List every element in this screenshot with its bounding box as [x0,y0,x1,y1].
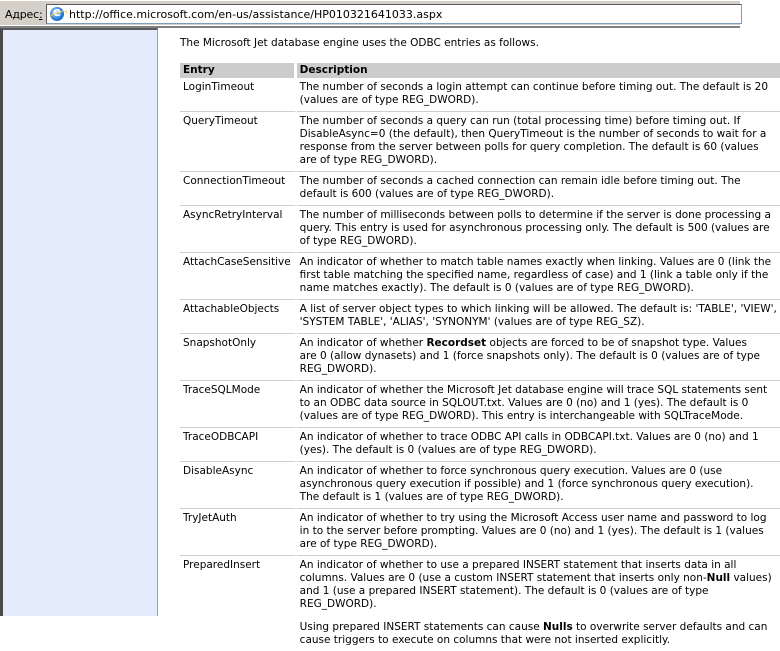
text-run: Using prepared INSERT statements can cause [299,621,543,633]
bold-term: Null [706,572,731,584]
entry-cell: LoginTimeout [180,78,297,112]
text-run: values) [730,572,772,584]
table-row [180,428,780,462]
description-line [300,572,777,585]
text-run: and 1 (use a prepared INSERT statement). The default is 0 (values are of type [299,585,709,597]
text-run: are of type REG_DWORD). [299,154,438,166]
address-label: Адрес: [5,8,43,21]
description-line [300,512,777,525]
text-run: REG_DWORD). [299,363,377,375]
table-header-row [180,63,780,78]
description-cell [297,381,780,428]
text-run: to an ODBC data source in SQLOUT.txt. Values are 0 (no) and 1 (yes). The default is 0 [299,397,749,409]
text-run: are of type REG_DWORD). [299,538,438,550]
description-line [300,94,777,107]
address-url[interactable]: http://office.microsoft.com/en-us/assistance/HP010321641033.aspx [69,8,443,21]
text-run: The number of milliseconds between polls to determine if the server is done processing a [299,209,771,221]
text-run: asynchronous query execution if possible) and 1 (force synchronous query execution). [299,478,754,490]
description-cell [297,300,780,334]
entry-cell: SnapshotOnly [180,334,297,381]
text-run: DisableAsync=0 (the default), then QueryTimeout is the number of seconds to wait for a [299,128,767,140]
header-entry: Entry [180,63,297,78]
text-run: are 0 (allow dynasets) and 1 (force snapshots only). The default is 0 (values are of type [299,350,761,362]
description-line [300,444,777,457]
header-description: Description [297,63,780,78]
table-row [180,112,780,172]
browser-viewport [0,28,777,646]
table-row [180,172,780,206]
text-run: The number of seconds a login attempt can continue before timing out. The default is 20 [299,81,768,93]
description-note [300,621,777,634]
text-run: The default is 1 (values are of type REG_DWORD). [299,491,564,503]
text-run: (values are of type REG_DWORD). This entry is interchangeable with SQLTraceMode. [299,410,744,422]
description-cell [297,206,780,253]
text-run: query. This entry is used for asynchronous processing only. The default is 500 (values are [299,222,770,234]
table-row [180,509,780,556]
text-run: to overwrite server defaults and can [572,621,768,633]
text-run: An indicator of whether to force synchronous query execution. Values are 0 (use [299,465,723,477]
table-row [180,556,780,651]
article-content [159,28,777,646]
intro-text: The Microsoft Jet database engine uses the ODBC entries as follows. [180,37,539,49]
entry-cell: AttachableObjects [180,300,297,334]
description-line [300,363,777,376]
description-line [300,115,777,128]
bold-term: Nulls [543,621,573,633]
description-line [300,585,777,598]
description-line [300,282,777,295]
description-line [300,337,777,350]
text-run: An indicator of whether to match table names exactly when linking. Values are 0 (link the [299,256,772,268]
table-row [180,462,780,509]
description-line [300,478,777,491]
text-run: REG_DWORD). [299,598,377,610]
text-run: objects are forced to be of snapshot type. Values [486,337,747,349]
entry-cell: TryJetAuth [180,509,297,556]
description-cell [297,334,780,381]
left-navigation-pane [0,28,158,616]
description-cell [297,112,780,172]
text-run: An indicator of whether the Microsoft Jet database engine will trace SQL statements sent [299,384,768,396]
description-line [300,316,777,329]
description-cell [297,172,780,206]
description-cell [297,556,780,651]
table-row [180,334,780,381]
text-run: of type REG_DWORD). [299,235,417,247]
description-line [300,256,777,269]
text-run: An indicator of whether to trace ODBC API calls in ODBCAPI.txt. Values are 0 (no) and 1 [299,431,759,443]
description-line [300,384,777,397]
description-line [300,431,777,444]
description-line [300,128,777,141]
description-line [300,397,777,410]
description-cell [297,78,780,112]
entry-cell: ConnectionTimeout [180,172,297,206]
text-run: cause triggers to execute on columns that were not inserted explicitly. [299,634,671,646]
description-line [300,222,777,235]
table-row [180,300,780,334]
description-line [300,209,777,222]
description-line [300,465,777,478]
table-row [180,78,780,112]
text-run: in to the server before prompting. Values are 0 (no) and 1 (yes). The default is 1 (values [299,525,764,537]
entry-cell: TraceSQLMode [180,381,297,428]
text-run: A list of server object types to which linking will be allowed. The default is: 'TABLE', 'VIEW', [299,303,777,315]
description-cell [297,462,780,509]
description-cell [297,509,780,556]
description-line [300,598,777,611]
text-run: default is 600 (values are of type REG_DWORD). [299,188,555,200]
description-line [300,634,777,647]
description-line [300,269,777,282]
text-run: response from the server between polls for query completion. The default is 60 (values [299,141,759,153]
description-cell [297,253,780,300]
description-line [300,154,777,167]
description-line [300,81,777,94]
bold-term: Recordset [426,337,487,349]
text-run: name matches exactly). The default is 0 (values are of type REG_DWORD). [299,282,694,294]
text-run: The number of seconds a query can run (total processing time) before timing out. If [299,115,741,127]
description-cell [297,428,780,462]
description-line [300,235,777,248]
description-line [300,175,777,188]
text-run: first table matching the specified name, regardless of case) and 1 (link a table only if the [299,269,769,281]
entry-cell: AsyncRetryInterval [180,206,297,253]
text-run: 'SYSTEM TABLE', 'ALIAS', 'SYNONYM' (values are of type REG_SZ). [299,316,645,328]
entry-cell: AttachCaseSensitive [180,253,297,300]
text-run: An indicator of whether to try using the Microsoft Access user name and password to log [299,512,767,524]
description-line [300,188,777,201]
text-run: (values are of type REG_DWORD). [299,94,479,106]
odbc-entries-table [180,63,780,651]
description-line [300,303,777,316]
address-input[interactable] [46,4,742,24]
description-line [300,559,777,572]
description-line [300,525,777,538]
description-line [300,350,777,363]
text-run: (yes). The default is 0 (values are of type REG_DWORD). [299,444,597,456]
table-row [180,206,780,253]
text-run: columns. Values are 0 (use a custom INSERT statement that inserts only non- [299,572,707,584]
entry-cell: TraceODBCAPI [180,428,297,462]
table-row [180,381,780,428]
entry-cell: DisableAsync [180,462,297,509]
description-line [300,538,777,551]
description-line [300,141,777,154]
description-line [300,410,777,423]
ie-page-icon [50,7,64,21]
entry-cell: QueryTimeout [180,112,297,172]
text-run: An indicator of whether [299,337,427,349]
table-row [180,253,780,300]
address-bar [0,0,740,28]
description-line [300,491,777,504]
text-run: The number of seconds a cached connection can remain idle before timing out. The [299,175,741,187]
entry-cell: PreparedInsert [180,556,297,651]
text-run: An indicator of whether to use a prepared INSERT statement that inserts data in all [299,559,737,571]
